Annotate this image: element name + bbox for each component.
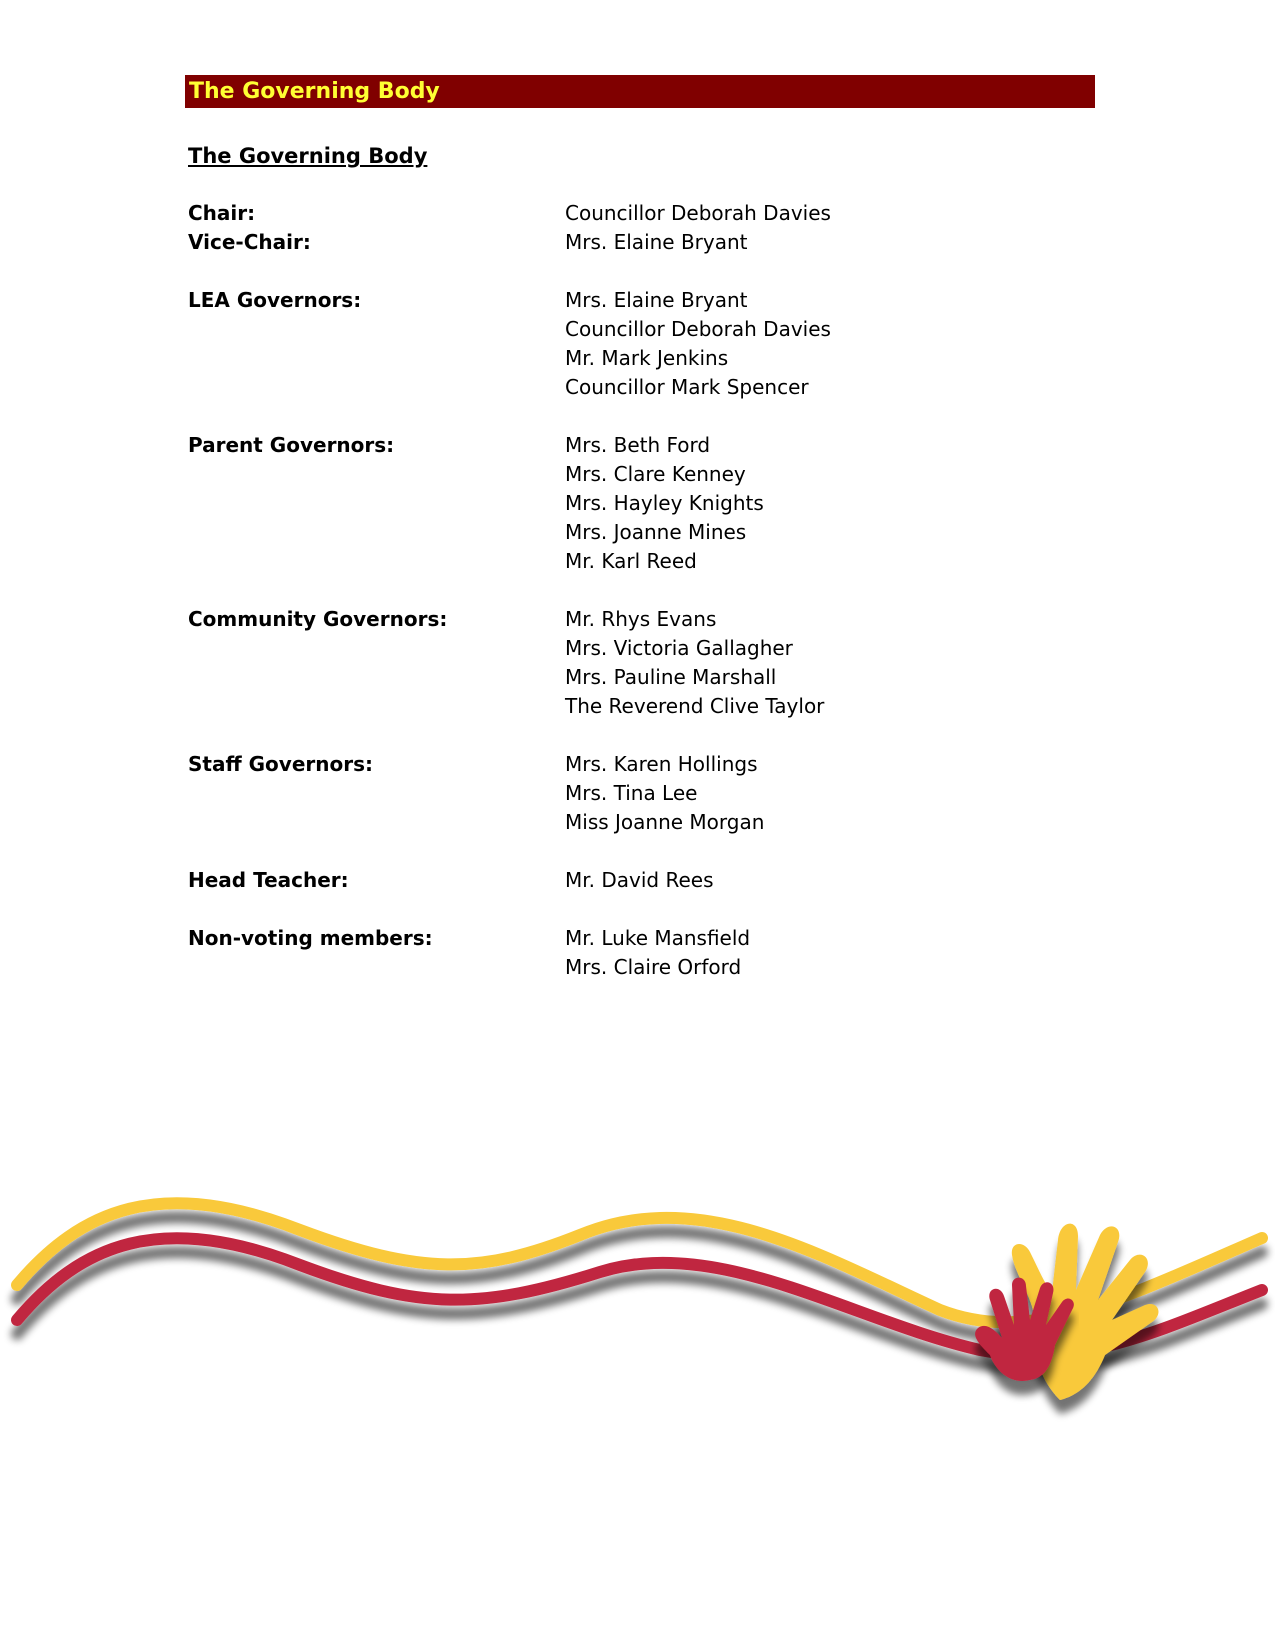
member-name: Mr. Mark Jenkins xyxy=(565,346,729,370)
banner-title: The Governing Body xyxy=(189,79,440,104)
header-banner xyxy=(185,75,1095,108)
member-name: Mr. Karl Reed xyxy=(565,549,697,573)
member-name: Mrs. Pauline Marshall xyxy=(565,665,777,689)
decorative-wave-graphic xyxy=(0,1180,1275,1480)
member-name: Mrs. Claire Orford xyxy=(565,955,742,979)
member-name: Mrs. Victoria Gallagher xyxy=(565,636,793,660)
label-parent-governors: Parent Governors: xyxy=(188,433,395,457)
member-name: Councillor Deborah Davies xyxy=(565,201,831,225)
member-name: Councillor Mark Spencer xyxy=(565,375,809,399)
section-title: The Governing Body xyxy=(188,144,428,168)
member-name: Miss Joanne Morgan xyxy=(565,810,765,834)
member-name: Mr. David Rees xyxy=(565,868,714,892)
member-name: Mrs. Clare Kenney xyxy=(565,462,746,486)
label-staff-governors: Staff Governors: xyxy=(188,752,373,776)
member-name: Mr. Luke Mansfield xyxy=(565,926,751,950)
member-name: Mrs. Beth Ford xyxy=(565,433,711,457)
member-name: Mrs. Karen Hollings xyxy=(565,752,758,776)
label-community-governors: Community Governors: xyxy=(188,607,448,631)
member-name: Mrs. Tina Lee xyxy=(565,781,698,805)
member-name: Mrs. Hayley Knights xyxy=(565,491,764,515)
member-name: Mrs. Elaine Bryant xyxy=(565,288,748,312)
member-name: Mr. Rhys Evans xyxy=(565,607,717,631)
member-name: The Reverend Clive Taylor xyxy=(565,694,825,718)
label-chair: Chair: xyxy=(188,201,256,225)
label-non-voting-members: Non-voting members: xyxy=(188,926,433,950)
member-name: Mrs. Joanne Mines xyxy=(565,520,747,544)
label-head-teacher: Head Teacher: xyxy=(188,868,349,892)
label-lea-governors: LEA Governors: xyxy=(188,288,362,312)
label-vice-chair: Vice-Chair: xyxy=(188,230,311,254)
member-name: Councillor Deborah Davies xyxy=(565,317,831,341)
member-name: Mrs. Elaine Bryant xyxy=(565,230,748,254)
